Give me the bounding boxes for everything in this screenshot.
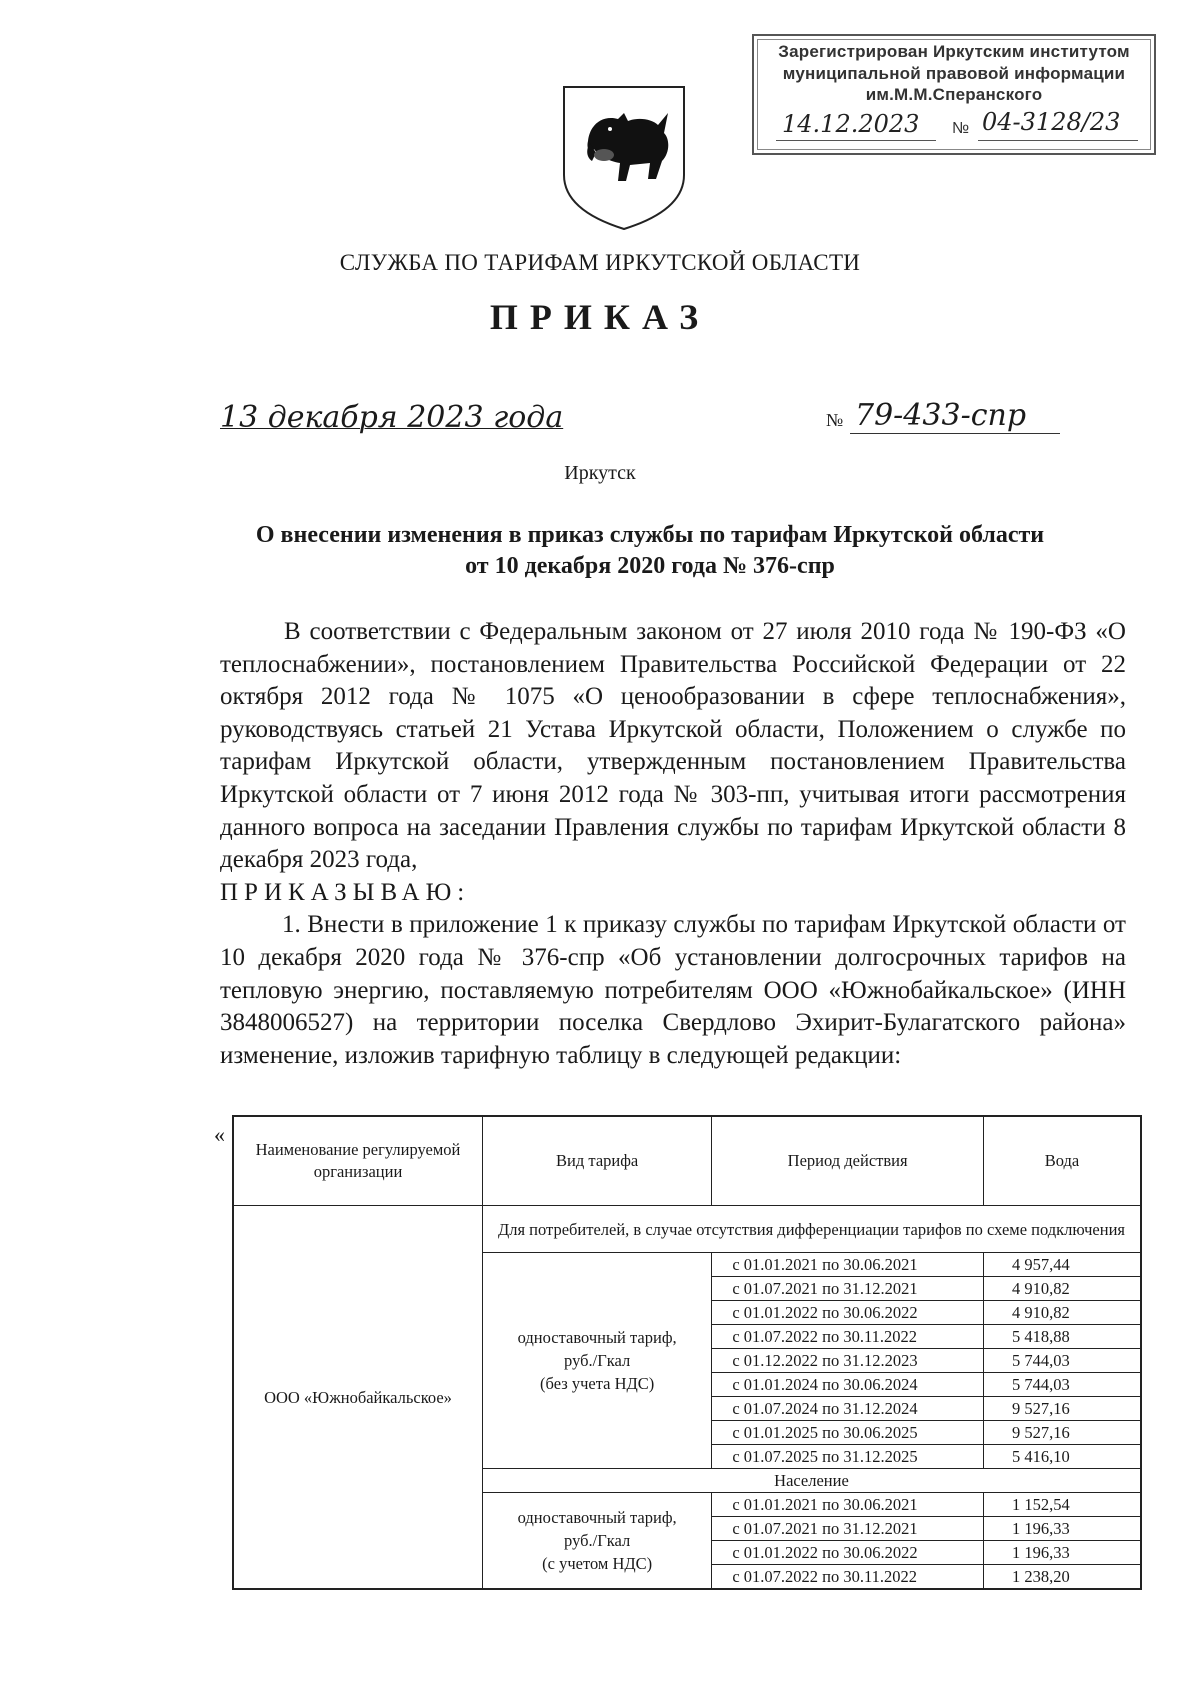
agency-name: СЛУЖБА ПО ТАРИФАМ ИРКУТСКОЙ ОБЛАСТИ	[339, 250, 861, 275]
value-cell: 9 527,16	[983, 1397, 1141, 1421]
period-cell: с 01.07.2021 по 31.12.2021	[712, 1517, 984, 1541]
value-cell: 4 910,82	[983, 1277, 1141, 1301]
period-cell: с 01.07.2021 по 31.12.2021	[712, 1277, 984, 1301]
city: Иркутск	[564, 462, 636, 484]
section-title-population: Население	[482, 1469, 1141, 1493]
table-header-row	[233, 1116, 1141, 1206]
header-period: Период действия	[712, 1116, 984, 1206]
header-tariff-kind: Вид тарифа	[482, 1116, 711, 1206]
period-cell: с 01.01.2021 по 30.06.2021	[712, 1253, 984, 1277]
period-cell: с 01.07.2022 по 30.11.2022	[712, 1565, 984, 1590]
value-cell: 4 910,82	[983, 1301, 1141, 1325]
value-cell: 5 744,03	[983, 1373, 1141, 1397]
open-quote: «	[214, 1122, 225, 1147]
document-type: ПРИКАЗ	[489, 297, 711, 337]
subject-line-2: от 10 декабря 2020 года № 376-спр	[465, 553, 835, 579]
order-subject	[180, 520, 1120, 582]
header-water: Вода	[983, 1116, 1141, 1206]
value-cell: 5 418,88	[983, 1325, 1141, 1349]
value-cell: 9 527,16	[983, 1421, 1141, 1445]
order-body	[220, 616, 1126, 1072]
value-cell: 1 152,54	[983, 1493, 1141, 1517]
period-cell: с 01.01.2024 по 30.06.2024	[712, 1373, 984, 1397]
tariff-table	[232, 1115, 1142, 1590]
order-date-handwritten: 13 декабря 2023 года	[220, 400, 564, 435]
tariff-kind-cell: одноставочный тариф, руб./Гкал (с учетом НДС)	[482, 1493, 711, 1590]
section-title-consumers: Для потребителей, в случае отсутствия дифференциации тарифов по схеме подключения	[482, 1206, 1141, 1253]
period-cell: с 01.01.2025 по 30.06.2025	[712, 1421, 984, 1445]
period-cell: с 01.07.2022 по 30.11.2022	[712, 1325, 984, 1349]
stamp-line-1: Зарегистрирован Иркутским институтом	[778, 42, 1130, 61]
stamp-number: 04-3128/23	[982, 108, 1121, 136]
period-cell: с 01.12.2022 по 31.12.2023	[712, 1349, 984, 1373]
period-cell: с 01.01.2021 по 30.06.2021	[712, 1493, 984, 1517]
value-cell: 1 196,33	[983, 1541, 1141, 1565]
organization-cell: ООО «Южнобайкальское»	[233, 1206, 482, 1590]
period-cell: с 01.01.2022 по 30.06.2022	[712, 1541, 984, 1565]
value-cell: 4 957,44	[983, 1253, 1141, 1277]
order-number-handwritten: 79-433-спр	[855, 398, 1027, 433]
period-cell: с 01.07.2024 по 31.12.2024	[712, 1397, 984, 1421]
stamp-date: 14.12.2023	[782, 110, 920, 138]
coat-of-arms-icon	[560, 83, 688, 231]
preamble-paragraph: В соответствии с Федеральным законом от 27 июля 2010 года № 190-ФЗ «О теплоснабжении», постановлением Правительства Российской Федерации от 22 октября 2012 года № 1075 «О ценообразовании в сфере теплоснабжения», руководствуясь статьей 21 Устава Иркутской области, Положением о службе по тарифам Иркутской области, утвержденным постановлением Правительства Иркутской области от 7 июня 2012 года № 303-пп, учитывая итоги рассмотрения данного вопроса на заседании Правления службы по тарифам Иркутской области 8 декабря 2023 года,	[220, 618, 1126, 874]
point-1-paragraph: 1. Внести в приложение 1 к приказу службы по тарифам Иркутской области от 10 декабря 2020 года № 376-спр «Об установлении долгосрочных тарифов на тепловую энергию, поставляемую потребителям ООО «Южнобайкальское» (ИНН 3848006527) на территории поселка Свердлово Эхирит-Булагатского района» изменение, изложив тарифную таблицу в следующей редакции:	[220, 911, 1126, 1069]
stamp-line-2: муниципальной правовой информации	[782, 64, 1126, 83]
section-row	[233, 1206, 1141, 1253]
order-number-label: №	[826, 410, 844, 430]
value-cell: 1 238,20	[983, 1565, 1141, 1590]
subject-line-1: О внесении изменения в приказ службы по тарифам Иркутской области	[255, 522, 1045, 548]
value-cell: 1 196,33	[983, 1517, 1141, 1541]
decree-word: ПРИКАЗЫВАЮ:	[220, 878, 471, 906]
header-organization: Наименование регулируемой организации	[233, 1116, 482, 1206]
period-cell: с 01.01.2022 по 30.06.2022	[712, 1301, 984, 1325]
period-cell: с 01.07.2025 по 31.12.2025	[712, 1445, 984, 1469]
stamp-number-label: №	[952, 120, 970, 137]
tariff-kind-cell: одноставочный тариф, руб./Гкал (без учета НДС)	[482, 1253, 711, 1469]
stamp-line-3: им.М.М.Сперанского	[865, 85, 1043, 104]
value-cell: 5 416,10	[983, 1445, 1141, 1469]
value-cell: 5 744,03	[983, 1349, 1141, 1373]
registration-stamp	[752, 34, 1156, 155]
